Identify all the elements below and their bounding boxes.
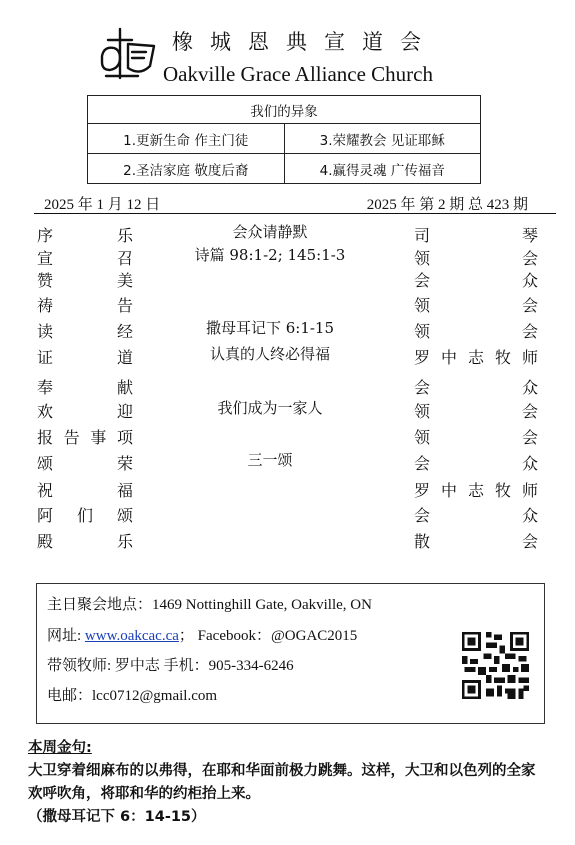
service-item: 殿 乐: [37, 532, 133, 551]
service-row: [0, 399, 575, 421]
service-row: [0, 451, 575, 473]
service-content: 认真的人终必得福: [209, 345, 330, 363]
service-row: [0, 246, 575, 268]
service-item: 阿 们 颂: [37, 506, 133, 525]
website-label: 网址:: [47, 628, 85, 644]
service-row: [0, 345, 575, 367]
service-row: [0, 425, 575, 447]
service-leader: 领 会: [414, 428, 538, 447]
qr-code-icon: [462, 632, 529, 699]
service-row: [0, 268, 575, 290]
service-item: 欢 迎: [37, 402, 133, 421]
website-link[interactable]: www.oakcac.ca: [84, 628, 179, 644]
weekly-verse-title: 本周金句:: [28, 740, 92, 756]
date-line: [34, 192, 556, 214]
weekly-verse-reference: （撒母耳记下 6：14-15）: [28, 809, 206, 825]
service-item: 赞 美: [37, 271, 133, 290]
service-content: 会众请静默: [232, 223, 308, 241]
service-leader: 领 会: [414, 296, 538, 315]
vision-item: 3.荣耀教会 见证耶稣: [284, 124, 481, 154]
service-item: 宣 召: [37, 249, 133, 268]
vision-title: 我们的异象: [88, 96, 481, 124]
service-content: 我们成为一家人: [217, 399, 323, 417]
service-leader: 司 琴: [414, 226, 538, 245]
vision-item: 4.赢得灵魂 广传福音: [284, 154, 481, 184]
weekly-verse: [28, 737, 548, 829]
service-leader: 罗 中 志 牧 师: [414, 481, 538, 500]
service-leader: 会 众: [414, 506, 538, 525]
service-leader: 领 会: [414, 322, 538, 341]
service-item: 证 道: [37, 348, 133, 367]
church-logo-icon: [98, 26, 160, 82]
service-item: 祝 福: [37, 481, 133, 500]
pastor-contact: 带领牧师: 罗中志 手机：905-334-6246: [47, 658, 294, 674]
website-line: [47, 624, 357, 645]
service-content: 诗篇 98:1-2; 145:1-3: [194, 246, 346, 264]
service-item: 奉 献: [37, 378, 133, 397]
issue-number: 2025 年 第 2 期 总 423 期: [366, 197, 528, 213]
service-leader: 会 众: [414, 271, 538, 290]
service-content: 撒母耳记下 6:1-15: [205, 319, 335, 337]
service-row: [0, 319, 575, 341]
church-name-english: Oakville Grace Alliance Church: [163, 62, 433, 86]
service-item: 序 乐: [37, 226, 133, 245]
email-line: 电邮：lcc0712@gmail.com: [47, 688, 218, 704]
vision-table: [87, 95, 481, 184]
service-item: 读 经: [37, 322, 133, 341]
weekly-verse-text: 大卫穿着细麻布的以弗得，在耶和华面前极力跳舞。这样，大卫和以色列的全家欢呼吹角，将耶和华的约柜抬上来。: [28, 763, 536, 802]
vision-item: 2.圣洁家庭 敬度后裔: [88, 154, 285, 184]
service-item: 祷 告: [37, 296, 133, 315]
service-date: 2025 年 1 月 12 日: [44, 197, 161, 213]
service-leader: 领 会: [414, 249, 538, 268]
service-content: 三一颂: [247, 451, 293, 469]
service-leader: 罗 中 志 牧 师: [414, 348, 538, 367]
facebook-handle: ； Facebook：@OGAC2015: [178, 628, 358, 644]
service-row: [0, 529, 575, 551]
meeting-location: 主日聚会地点：1469 Nottinghill Gate, Oakville, ON: [47, 597, 372, 613]
church-name-chinese: 橡城恩典宣道会: [172, 30, 438, 54]
service-leader: 领 会: [414, 402, 538, 421]
service-leader: 会 众: [414, 378, 538, 397]
service-row: [0, 478, 575, 500]
service-row: [0, 375, 575, 397]
service-row: [0, 293, 575, 315]
service-row: [0, 503, 575, 525]
service-item: 颂 荣: [37, 454, 133, 473]
service-leader: 散 会: [414, 532, 538, 551]
service-item: 报 告 事 项: [37, 428, 133, 447]
service-row: [0, 223, 575, 245]
vision-item: 1.更新生命 作主门徒: [88, 124, 285, 154]
service-leader: 会 众: [414, 454, 538, 473]
contact-info-box: [36, 583, 545, 724]
